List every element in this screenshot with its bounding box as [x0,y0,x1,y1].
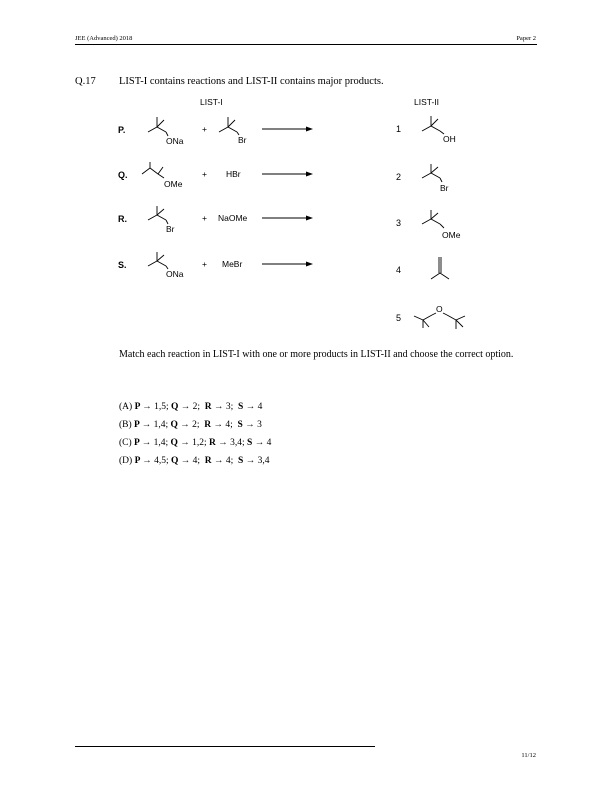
list1-title: LIST-I [200,97,223,107]
option-d-s: 3,4 [257,456,270,466]
option-c-r: 3,4; [230,438,245,448]
reaction-s-plus: + [202,259,207,269]
option-b-p: 1,4; [153,420,169,430]
reaction-q-plus: + [202,169,207,179]
product-4-structure [428,255,458,285]
reaction-s-reagent: MeBr [222,259,243,269]
reaction-s-reactant-group: ONa [166,269,184,279]
product-3-structure [420,208,468,242]
option-d-q: 4; [192,456,201,466]
question-instruction: Match each reaction in LIST-I with one or more products in LIST-II and choose the correct option. [119,349,514,360]
product-2-number: 2 [396,172,402,182]
reaction-r-arrow [262,214,314,222]
list2-title: LIST-II [414,97,440,107]
reaction-p-reagent-group: Br [238,135,247,145]
reaction-s-reactant-structure [146,252,186,284]
option-b[interactable]: (B) P → 1,4; Q → 2; R → 4; S → 3 [119,420,262,430]
reaction-q-reactant-structure [140,162,186,192]
product-5-structure [412,302,474,332]
option-a-r: 3; [225,402,234,412]
option-a-p: 1,5; [154,402,169,412]
option-a[interactable]: (A) P → 1,5; Q → 2; R → 3; S → 4 [119,402,263,412]
reaction-r-reactant-group: Br [166,224,175,234]
option-a-s: 4 [257,402,263,412]
option-b-label: (B) [119,420,132,430]
reaction-p-reagent-structure [217,114,257,146]
option-b-s: 3 [257,420,262,430]
reaction-p-reactant-structure [146,114,186,146]
option-c-s: 4 [266,438,272,448]
question-stem: LIST-I contains reactions and LIST-II contains major products. [119,76,384,87]
header-paper-label: Paper 2 [516,35,536,42]
product-2-structure [420,162,466,194]
option-b-r: 4; [225,420,233,430]
reaction-r-letter: R. [118,214,127,224]
option-d-label: (D) [119,456,133,466]
page-number: 11/12 [521,752,536,759]
option-d[interactable]: (D) P → 4,5; Q → 4; R → 4; S → 3,4 [119,456,270,466]
reaction-q-reagent: HBr [226,169,241,179]
option-b-q: 2; [192,420,200,430]
reaction-s-arrow [262,260,314,268]
product-3-group: OMe [442,230,461,240]
product-2-group: Br [440,183,449,193]
option-c[interactable]: (C) P → 1,4; Q → 1,2; R → 3,4; S → 4 [119,438,272,448]
reaction-q-letter: Q. [118,170,128,180]
reaction-p-arrow [262,125,314,133]
option-c-label: (C) [119,438,132,448]
product-4-number: 4 [396,265,402,275]
product-1-structure [420,113,466,145]
header-rule [75,44,537,45]
option-a-label: (A) [119,402,133,412]
option-c-p: 1,4; [153,438,169,448]
option-c-q: 1,2; [192,438,207,448]
reaction-r-plus: + [202,213,207,223]
footer-rule [75,746,375,747]
reaction-r-reactant-structure [146,204,186,236]
reaction-q-reactant-group: OMe [164,179,183,189]
reaction-p-plus: + [202,124,207,134]
product-3-number: 3 [396,218,402,228]
question-number: Q.17 [75,76,96,87]
reaction-s-letter: S. [118,260,127,270]
reaction-p-letter: P. [118,125,126,135]
reaction-p-reactant-group: ONa [166,136,184,146]
product-5-group: O [436,304,443,314]
product-1-number: 1 [396,124,402,134]
header-exam-title: JEE (Advanced) 2018 [75,35,133,42]
option-d-p: 4,5; [154,456,169,466]
reaction-q-arrow [262,170,314,178]
product-5-number: 5 [396,313,402,323]
option-d-r: 4; [225,456,234,466]
option-a-q: 2; [192,402,201,412]
reaction-r-reagent: NaOMe [218,213,248,223]
product-1-group: OH [443,134,456,144]
